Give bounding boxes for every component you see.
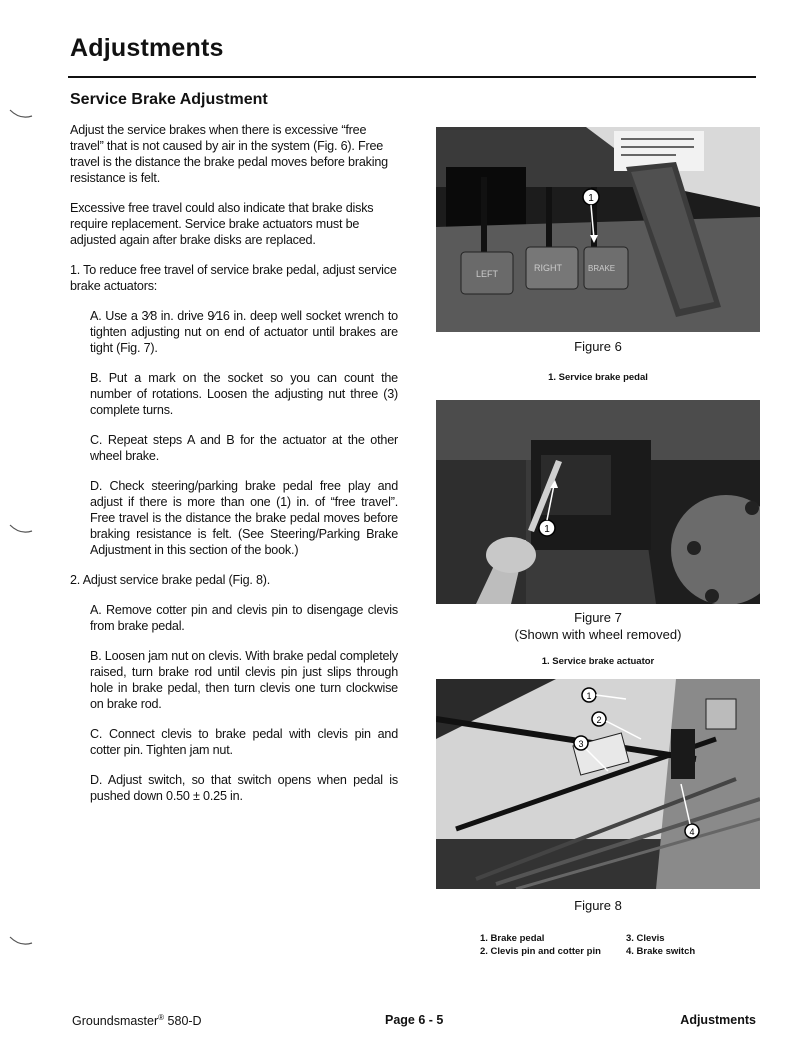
- title-rule: [68, 76, 756, 78]
- binder-mark: [8, 523, 34, 537]
- step-2: 2. Adjust service brake pedal (Fig. 8).: [70, 573, 271, 587]
- brake-actuator-illustration: [436, 400, 760, 604]
- section-heading: Service Brake Adjustment: [70, 91, 268, 108]
- figure-6-photo: [436, 127, 760, 332]
- figure-6-caption: Figure 6: [574, 339, 622, 354]
- left-pedal-label: LEFT: [476, 269, 499, 279]
- footer-product: [72, 1013, 202, 1028]
- figure-7-subcaption: (Shown with wheel removed): [514, 627, 682, 642]
- footer-product-name: Groundsmaster: [72, 1014, 159, 1029]
- fig8-callout-4: 4: [689, 827, 695, 837]
- step-2a: A. Remove cotter pin and clevis pin to disengage clevis from brake pedal.: [90, 603, 398, 633]
- fig8-callout-1: 1: [586, 691, 592, 701]
- intro-paragraph-1: Adjust the service brakes when there is excessive “free travel” that is not caused by air in the system (Fig. 6). Free travel is the distance the brake pedal moves before braking resistance is felt.: [70, 123, 388, 185]
- binder-mark: [8, 108, 34, 122]
- footer-model: 580-D: [164, 1014, 202, 1029]
- legend-row: [480, 932, 760, 945]
- page-title: Adjustments: [70, 34, 224, 62]
- intro-paragraph-2: Excessive free travel could also indicate that brake disks require replacement. Service brake actuators must be adjusted again after brake disks are replaced.: [70, 201, 374, 247]
- figure-7-caption-block: [436, 609, 760, 643]
- fig8-callout-3: 3: [578, 739, 584, 749]
- body-text: [70, 122, 398, 818]
- fig7-callout-1: 1: [544, 524, 550, 535]
- figure-8-legend: [480, 932, 760, 958]
- figure-6-legend: 1. Service brake pedal: [548, 372, 648, 383]
- legend-item-clevis-pin: 2. Clevis pin and cotter pin: [480, 946, 601, 957]
- step-2d: D. Adjust switch, so that switch opens when pedal is pushed down 0.50 ± 0.25 in.: [90, 773, 398, 803]
- step-2b: B. Loosen jam nut on clevis. With brake pedal completely raised, turn brake rod until clevis pin just slips through hole in brake pedal, then turn clevis one turn clockwise on brake rod.: [90, 649, 399, 711]
- step-1b: B. Put a mark on the socket so you can count the number of rotations. Loosen the adjusting nut three (3) complete turns.: [90, 371, 398, 417]
- brake-pedal-label: BRAKE: [588, 264, 616, 273]
- footer-section: Adjustments: [680, 1013, 756, 1027]
- brake-pedals-illustration: [436, 127, 760, 332]
- figure-8-photo: [436, 679, 760, 889]
- fig6-callout-1: 1: [588, 193, 594, 204]
- figure-7-legend: 1. Service brake actuator: [541, 656, 655, 667]
- legend-item-brake-pedal: 1. Brake pedal: [480, 933, 545, 944]
- step-1a: A. Use a 3⁄8 in. drive 9⁄16 in. deep well socket wrench to tighten adjusting nut on end of actuator until brakes are tight (Fig. 7).: [90, 309, 398, 355]
- registered-mark: ®: [158, 1013, 165, 1022]
- figure-8-caption: Figure 8: [574, 898, 622, 913]
- step-1: 1. To reduce free travel of service brake pedal, adjust service brake actuators:: [70, 263, 397, 293]
- step-2c: C. Connect clevis to brake pedal with clevis pin and cotter pin. Tighten jam nut.: [90, 727, 398, 757]
- legend-item-clevis: 3. Clevis: [626, 933, 665, 944]
- step-1c: C. Repeat steps A and B for the actuator at the other wheel brake.: [90, 433, 398, 463]
- binder-mark: [8, 935, 34, 949]
- step-1d: D. Check steering/parking brake pedal free play and adjust if there is more than one (1) in. of “free travel”. Free travel is the distance the brake pedal moves before braking resistance is felt. (See Steering/Parking Brake Adjustment in this section of the book.): [90, 479, 398, 557]
- legend-row: [480, 945, 760, 958]
- legend-item-brake-switch: 4. Brake switch: [626, 946, 696, 957]
- figure-7-photo: [436, 400, 760, 604]
- right-pedal-label: RIGHT: [534, 263, 562, 273]
- footer-page-number: Page 6 - 5: [385, 1013, 444, 1027]
- figure-7-caption: Figure 7: [574, 610, 622, 625]
- fig8-callout-2: 2: [596, 715, 602, 725]
- brake-linkage-illustration: [436, 679, 760, 889]
